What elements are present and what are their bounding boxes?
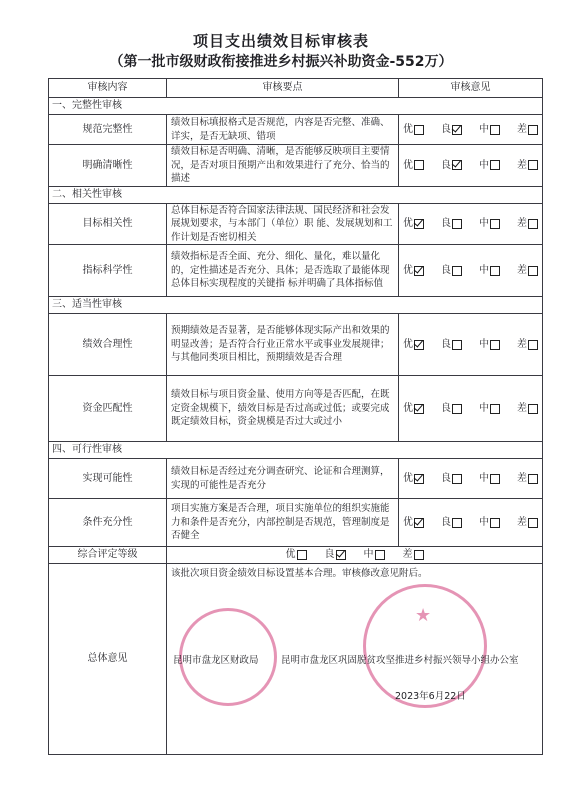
section-row — [49, 186, 543, 203]
item-opinion — [399, 145, 543, 187]
checked-box-icon[interactable] — [336, 550, 346, 560]
grade-option[interactable] — [441, 402, 462, 416]
overall-rating-row — [49, 547, 543, 564]
checked-box-icon[interactable] — [414, 518, 424, 528]
grade-label: 优 — [403, 218, 413, 229]
grade-label: 良 — [441, 516, 451, 528]
grade-label: 良 — [441, 472, 451, 484]
section-title: 一、完整性审核 — [49, 98, 543, 115]
grade-option[interactable] — [403, 516, 424, 530]
grade-option[interactable] — [403, 548, 424, 562]
grade-label: 差 — [517, 338, 527, 350]
grade-option[interactable] — [517, 217, 538, 231]
grade-option[interactable] — [441, 264, 462, 278]
grade-options — [403, 159, 538, 173]
grade-label: 优 — [285, 549, 296, 561]
grade-option[interactable] — [441, 123, 462, 137]
grade-option[interactable] — [364, 548, 385, 562]
grade-label: 中 — [479, 218, 489, 229]
item-name: 明确清晰性 — [49, 145, 167, 187]
star-icon: ★ — [415, 605, 432, 626]
opinion-text: 该批次项目资金绩效目标设置基本合理。审核修改意见附后。 — [171, 568, 428, 579]
grade-option[interactable] — [403, 402, 424, 416]
checkbox-icon[interactable] — [375, 550, 385, 560]
grade-label: 差 — [517, 159, 527, 171]
grade-label: 差 — [517, 264, 527, 276]
grade-option[interactable] — [517, 338, 538, 352]
item-requirement: 预期绩效是否显著，是否能够体现实际产出和效果的明显改善；是否符合行业正常水平或事业发展规律；与其他同类项目相比，预期绩效是否合理 — [167, 314, 399, 376]
grade-option[interactable] — [517, 123, 538, 137]
item-opinion — [399, 115, 543, 145]
review-item-row — [49, 376, 543, 442]
item-name: 指标科学性 — [49, 245, 167, 297]
checkbox-icon[interactable] — [297, 550, 307, 560]
item-requirement: 绩效目标是否经过充分调查研究、论证和合理测算，实现的可能性是否充分 — [167, 459, 399, 499]
item-name: 实现可能性 — [49, 459, 167, 499]
overall-options — [167, 547, 543, 564]
item-opinion — [399, 203, 543, 245]
grade-label: 差 — [402, 549, 413, 561]
review-item-row — [49, 499, 543, 547]
opinion-cell — [167, 564, 543, 755]
item-requirement: 绩效指标是否全面、充分、细化、量化，难以量化的，定性描述是否充分、具体；是否选取了最能体现总体目标实现程度的关键指 标并明确了具体指标值 — [167, 245, 399, 297]
grade-option[interactable] — [479, 159, 500, 173]
checked-box-icon[interactable] — [452, 125, 462, 135]
grade-label: 良 — [441, 123, 451, 135]
table-header-row — [49, 79, 543, 98]
grade-option[interactable] — [441, 338, 462, 352]
checked-box-icon[interactable] — [414, 404, 424, 414]
grade-label: 优 — [403, 472, 413, 484]
grade-option[interactable] — [517, 516, 538, 530]
item-opinion — [399, 459, 543, 499]
grade-option[interactable] — [441, 159, 462, 173]
item-requirement: 项目实施方案是否合理，项目实施单位的组织实施能力和条件是否充分，内部控制是否规范，管理制度是否健全 — [167, 499, 399, 547]
grade-label: 差 — [517, 123, 527, 135]
grade-label: 优 — [403, 338, 413, 350]
grade-label: 优 — [403, 402, 413, 414]
signatory-finance-bureau: 昆明市盘龙区财政局 — [173, 655, 259, 666]
grade-label: 优 — [403, 159, 413, 171]
grade-label: 中 — [479, 159, 489, 171]
grade-options — [403, 402, 538, 416]
review-item-row — [49, 459, 543, 499]
checkbox-icon[interactable] — [528, 518, 538, 528]
grade-label: 中 — [479, 402, 489, 414]
item-opinion — [399, 245, 543, 297]
checkbox-icon[interactable] — [490, 219, 500, 229]
section-row — [49, 442, 543, 459]
opinion-label: 总体意见 — [49, 564, 167, 755]
grade-option[interactable] — [403, 217, 424, 231]
grade-option[interactable] — [441, 217, 462, 231]
checkbox-icon[interactable] — [452, 404, 462, 414]
grade-label: 优 — [403, 516, 413, 528]
grade-label: 差 — [517, 516, 527, 528]
item-requirement: 总体目标是否符合国家法律法规、国民经济和社会发展规划要求，与本部门（单位）职 能、发展规划和工作计划是否密切相关 — [167, 203, 399, 245]
grade-label: 优 — [403, 264, 413, 276]
section-row — [49, 98, 543, 115]
item-name: 目标相关性 — [49, 203, 167, 245]
section-row — [49, 297, 543, 314]
grade-option[interactable] — [441, 472, 462, 486]
overall-opinion-row — [49, 564, 543, 755]
item-requirement: 绩效目标是否明确、清晰，是否能够反映项目主要情况，是否对项目预期产出和效果进行了充分、恰当的描述 — [167, 145, 399, 187]
review-item-row — [49, 203, 543, 245]
grade-option[interactable] — [479, 264, 500, 278]
grade-options — [403, 472, 538, 486]
review-item-row — [49, 115, 543, 145]
grade-option[interactable] — [403, 338, 424, 352]
grade-label: 良 — [324, 549, 335, 561]
overall-label: 综合评定等级 — [49, 547, 167, 564]
grade-option[interactable] — [517, 472, 538, 486]
grade-label: 良 — [441, 338, 451, 350]
grade-option[interactable] — [286, 548, 307, 562]
item-opinion — [399, 376, 543, 442]
grade-label: 差 — [517, 402, 527, 414]
review-table — [48, 78, 543, 755]
grade-option[interactable] — [479, 472, 500, 486]
grade-label: 良 — [441, 264, 451, 276]
review-item-row — [49, 314, 543, 376]
checked-box-icon[interactable] — [452, 160, 462, 170]
grade-label: 中 — [479, 338, 489, 350]
grade-option[interactable] — [479, 123, 500, 137]
form-title: 项目支出绩效目标审核表 — [192, 32, 369, 50]
sign-date: 2023年6月22日 — [395, 691, 466, 702]
section-title: 三、适当性审核 — [49, 297, 543, 314]
item-name: 条件充分性 — [49, 499, 167, 547]
review-item-row — [49, 245, 543, 297]
grade-label: 良 — [441, 402, 451, 414]
checkbox-icon[interactable] — [452, 474, 462, 484]
grade-option[interactable] — [479, 402, 500, 416]
grade-option[interactable] — [403, 264, 424, 278]
grade-option[interactable] — [479, 217, 500, 231]
checkbox-icon[interactable] — [528, 340, 538, 350]
grade-label: 良 — [441, 159, 451, 171]
grade-option[interactable] — [325, 548, 346, 562]
checkbox-icon[interactable] — [490, 125, 500, 135]
checkbox-icon[interactable] — [528, 125, 538, 135]
checkbox-icon[interactable] — [452, 340, 462, 350]
checked-box-icon[interactable] — [414, 340, 424, 350]
item-name: 绩效合理性 — [49, 314, 167, 376]
grade-label: 优 — [403, 123, 413, 135]
review-item-row — [49, 145, 543, 187]
checkbox-icon[interactable] — [490, 266, 500, 276]
grade-option[interactable] — [403, 472, 424, 486]
header-review-points: 审核要点 — [167, 79, 399, 98]
section-title: 四、可行性审核 — [49, 442, 543, 459]
grade-label: 中 — [479, 472, 489, 484]
grade-label: 中 — [363, 549, 374, 561]
checkbox-icon[interactable] — [452, 518, 462, 528]
grade-label: 中 — [479, 516, 489, 528]
checkbox-icon[interactable] — [490, 160, 500, 170]
signatory-office: 昆明市盘龙区巩固脱贫攻坚推进乡村振兴领导小组办公室 — [281, 655, 519, 666]
grade-options — [403, 123, 538, 137]
item-requirement: 绩效目标与项目资金量、使用方向等是否匹配，在既定资金规模下，绩效目标是否过高或过低；或要完成既定绩效目标，资金规模是否过大或过小 — [167, 376, 399, 442]
checkbox-icon[interactable] — [528, 404, 538, 414]
checkbox-icon[interactable] — [490, 474, 500, 484]
checkbox-icon[interactable] — [414, 160, 424, 170]
checkbox-icon[interactable] — [490, 340, 500, 350]
grade-label: 良 — [441, 218, 451, 229]
item-name: 规范完整性 — [49, 115, 167, 145]
grade-label: 差 — [517, 218, 527, 229]
form-subtitle: （第一批市级财政衔接推进乡村振兴补助资金-552万） — [109, 54, 453, 70]
grade-option[interactable] — [517, 402, 538, 416]
grade-label: 中 — [479, 123, 489, 135]
grade-option[interactable] — [517, 264, 538, 278]
grade-option[interactable] — [403, 123, 424, 137]
item-opinion — [399, 499, 543, 547]
grade-options — [403, 338, 538, 352]
checked-box-icon[interactable] — [414, 474, 424, 484]
checked-box-icon[interactable] — [414, 219, 424, 229]
checkbox-icon[interactable] — [414, 125, 424, 135]
grade-option[interactable] — [479, 516, 500, 530]
grade-option[interactable] — [441, 516, 462, 530]
checked-box-icon[interactable] — [414, 266, 424, 276]
section-title: 二、相关性审核 — [49, 186, 543, 203]
item-opinion — [399, 314, 543, 376]
grade-options — [403, 217, 538, 231]
header-review-content: 审核内容 — [49, 79, 167, 98]
grade-option[interactable] — [479, 338, 500, 352]
checkbox-icon[interactable] — [414, 550, 424, 560]
grade-label: 差 — [517, 472, 527, 484]
checkbox-icon[interactable] — [528, 160, 538, 170]
checkbox-icon[interactable] — [528, 474, 538, 484]
item-name: 资金匹配性 — [49, 376, 167, 442]
checkbox-icon[interactable] — [528, 219, 538, 229]
checkbox-icon[interactable] — [490, 518, 500, 528]
checkbox-icon[interactable] — [528, 266, 538, 276]
item-requirement: 绩效目标填报格式是否规范，内容是否完整、准确、详实，是否无缺项、错项 — [167, 115, 399, 145]
checkbox-icon[interactable] — [490, 404, 500, 414]
grade-option[interactable] — [403, 159, 424, 173]
grade-label: 中 — [479, 264, 489, 276]
grade-options — [403, 264, 538, 278]
header-review-opinion: 审核意见 — [399, 79, 543, 98]
grade-option[interactable] — [517, 159, 538, 173]
checkbox-icon[interactable] — [452, 266, 462, 276]
checkbox-icon[interactable] — [452, 219, 462, 229]
grade-options — [403, 516, 538, 530]
